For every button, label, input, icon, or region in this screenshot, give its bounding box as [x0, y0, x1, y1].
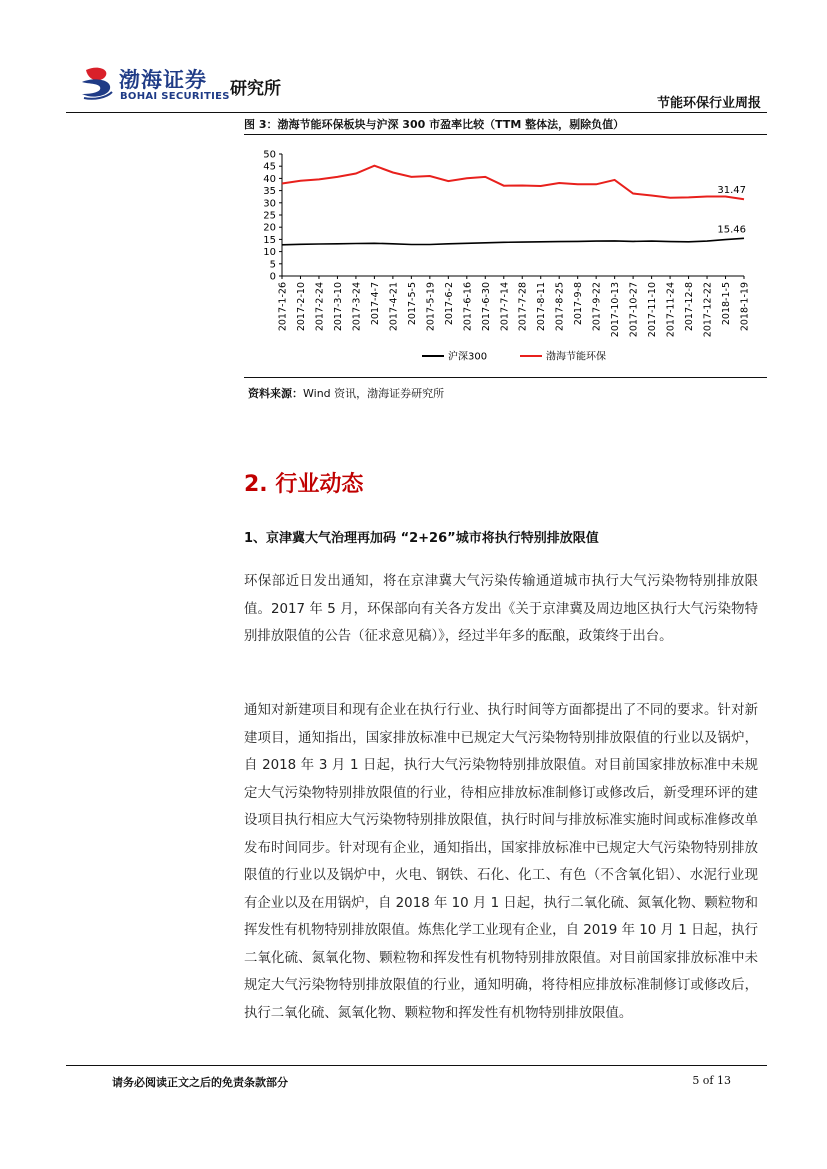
y-tick-label: 30	[263, 198, 276, 210]
x-tick-label: 2017-11-24	[665, 282, 677, 338]
x-tick-label: 2017-3-10	[332, 282, 344, 332]
x-tick-label: 2017-1-26	[277, 282, 289, 332]
x-tick-label: 2017-6-16	[462, 282, 474, 332]
y-tick-label: 45	[263, 161, 276, 173]
page-number: 5 of 13	[692, 1074, 731, 1087]
series-line-1	[282, 166, 744, 200]
paragraph-1: 环保部近日发出通知，将在京津冀大气污染传输通道城市执行大气污染物特别排放限值。2017 年 5 月，环保部向有关各方发出《关于京津冀及周边地区执行大气污染物特别排放限值的公告（征求意见稿）》，经过半年多的酝酿，政策终于出台。	[244, 574, 758, 644]
series-line-0	[282, 238, 744, 245]
footer-disclaimer: 请务必阅读正文之后的免责条款部分	[112, 1076, 288, 1089]
y-tick-label: 25	[263, 210, 276, 222]
x-tick-label: 2017-10-27	[628, 282, 640, 338]
x-tick-label: 2017-6-2	[443, 282, 455, 326]
x-tick-label: 2017-8-11	[536, 282, 548, 332]
series-end-label: 31.47	[717, 185, 746, 197]
header-divider	[66, 112, 767, 113]
x-tick-label: 2017-12-22	[702, 282, 714, 338]
x-tick-label: 2017-9-8	[573, 282, 585, 326]
x-tick-label: 2017-12-8	[684, 282, 696, 332]
x-tick-label: 2017-4-7	[369, 282, 381, 326]
institute-name: 研究所	[230, 79, 281, 99]
x-tick-label: 2017-2-10	[295, 282, 307, 332]
figure-top-rule	[244, 134, 767, 135]
y-tick-label: 40	[263, 173, 276, 185]
y-tick-label: 10	[263, 247, 276, 259]
x-tick-label: 2017-7-14	[499, 282, 511, 332]
paragraph-2: 通知对新建项目和现有企业在执行行业、执行时间等方面都提出了不同的要求。针对新建项目，通知指出，国家排放标准中已规定大气污染物特别排放限值的行业以及锅炉，自 2018 年 3 月 1 日起，执行大气污染物特别排放限值。对目前国家排放标准中未规定大气污染物特别排放限值的行业，待相应排放标准制修订或修改后，新受理环评的建设项目执行相应大气污染物特别排放限值，执行时间与排放标准实施时间或标准修改单发布时间同步。针对现有企业，通知指出，国家排放标准中已规定大气污染物特别排放限值的行业以及锅炉中，火电、钢铁、石化、化工、有色（不含氧化铝）、水泥行业现有企业以及在用锅炉，自 2018 年 10 月 1 日起，执行二氧化硫、氮氧化物、颗粒物和挥发性有机物特别排放限值。炼焦化学工业现有企业，自 2019 年 10 月 1 日起，执行二氧化硫、氮氧化物、颗粒物和挥发性有机物特别排放限值。对目前国家排放标准中未规定大气污染物特别排放限值的行业，通知明确，将待相应排放标准制修订或修改后，执行二氧化硫、氮氧化物、颗粒物和挥发性有机物特别排放限值。	[244, 703, 758, 1021]
section-title: 2. 行业动态	[244, 472, 364, 497]
y-tick-label: 5	[269, 259, 276, 271]
y-tick-label: 0	[269, 271, 276, 283]
y-tick-label: 35	[263, 186, 276, 198]
x-tick-label: 2017-11-10	[647, 282, 659, 338]
x-tick-label: 2017-3-24	[351, 282, 363, 332]
legend-label: 沪深300	[448, 351, 488, 363]
bohai-logo-icon	[80, 64, 114, 100]
x-tick-label: 2018-1-5	[721, 282, 733, 326]
figure-bottom-rule	[244, 377, 767, 378]
logo-english-name: BOHAI SECURITIES	[120, 91, 230, 102]
x-tick-label: 2017-7-28	[517, 282, 529, 332]
x-tick-label: 2017-5-19	[425, 282, 437, 332]
x-tick-label: 2017-4-21	[388, 282, 400, 332]
source-text: Wind 资讯，渤海证券研究所	[303, 387, 445, 400]
logo-chinese-name: 渤海证券	[119, 67, 207, 92]
x-tick-label: 2017-10-13	[610, 282, 622, 338]
series-end-label: 15.46	[717, 224, 746, 236]
figure-title: 图 3：渤海节能环保板块与沪深 300 市盈率比较（TTM 整体法，剔除负值）	[244, 118, 625, 131]
report-type: 节能环保行业周报	[656, 96, 761, 111]
y-tick-label: 20	[263, 222, 276, 234]
x-tick-label: 2017-6-30	[480, 282, 492, 332]
y-tick-label: 50	[263, 149, 276, 161]
x-tick-label: 2017-9-22	[591, 282, 603, 332]
y-tick-label: 15	[263, 234, 276, 246]
figure-source	[248, 385, 444, 401]
legend-label: 渤海节能环保	[546, 351, 606, 363]
source-label: 资料来源：	[248, 387, 303, 400]
news-headline: 1、京津冀大气治理再加码 “2+26”城市将执行特别排放限值	[244, 531, 599, 546]
x-tick-label: 2017-8-25	[554, 282, 566, 332]
footer-divider	[66, 1065, 767, 1066]
x-tick-label: 2017-5-5	[406, 282, 418, 326]
x-tick-label: 2018-1-19	[739, 282, 751, 332]
x-tick-label: 2017-2-24	[314, 282, 326, 332]
pe-ratio-line-chart	[244, 136, 767, 376]
